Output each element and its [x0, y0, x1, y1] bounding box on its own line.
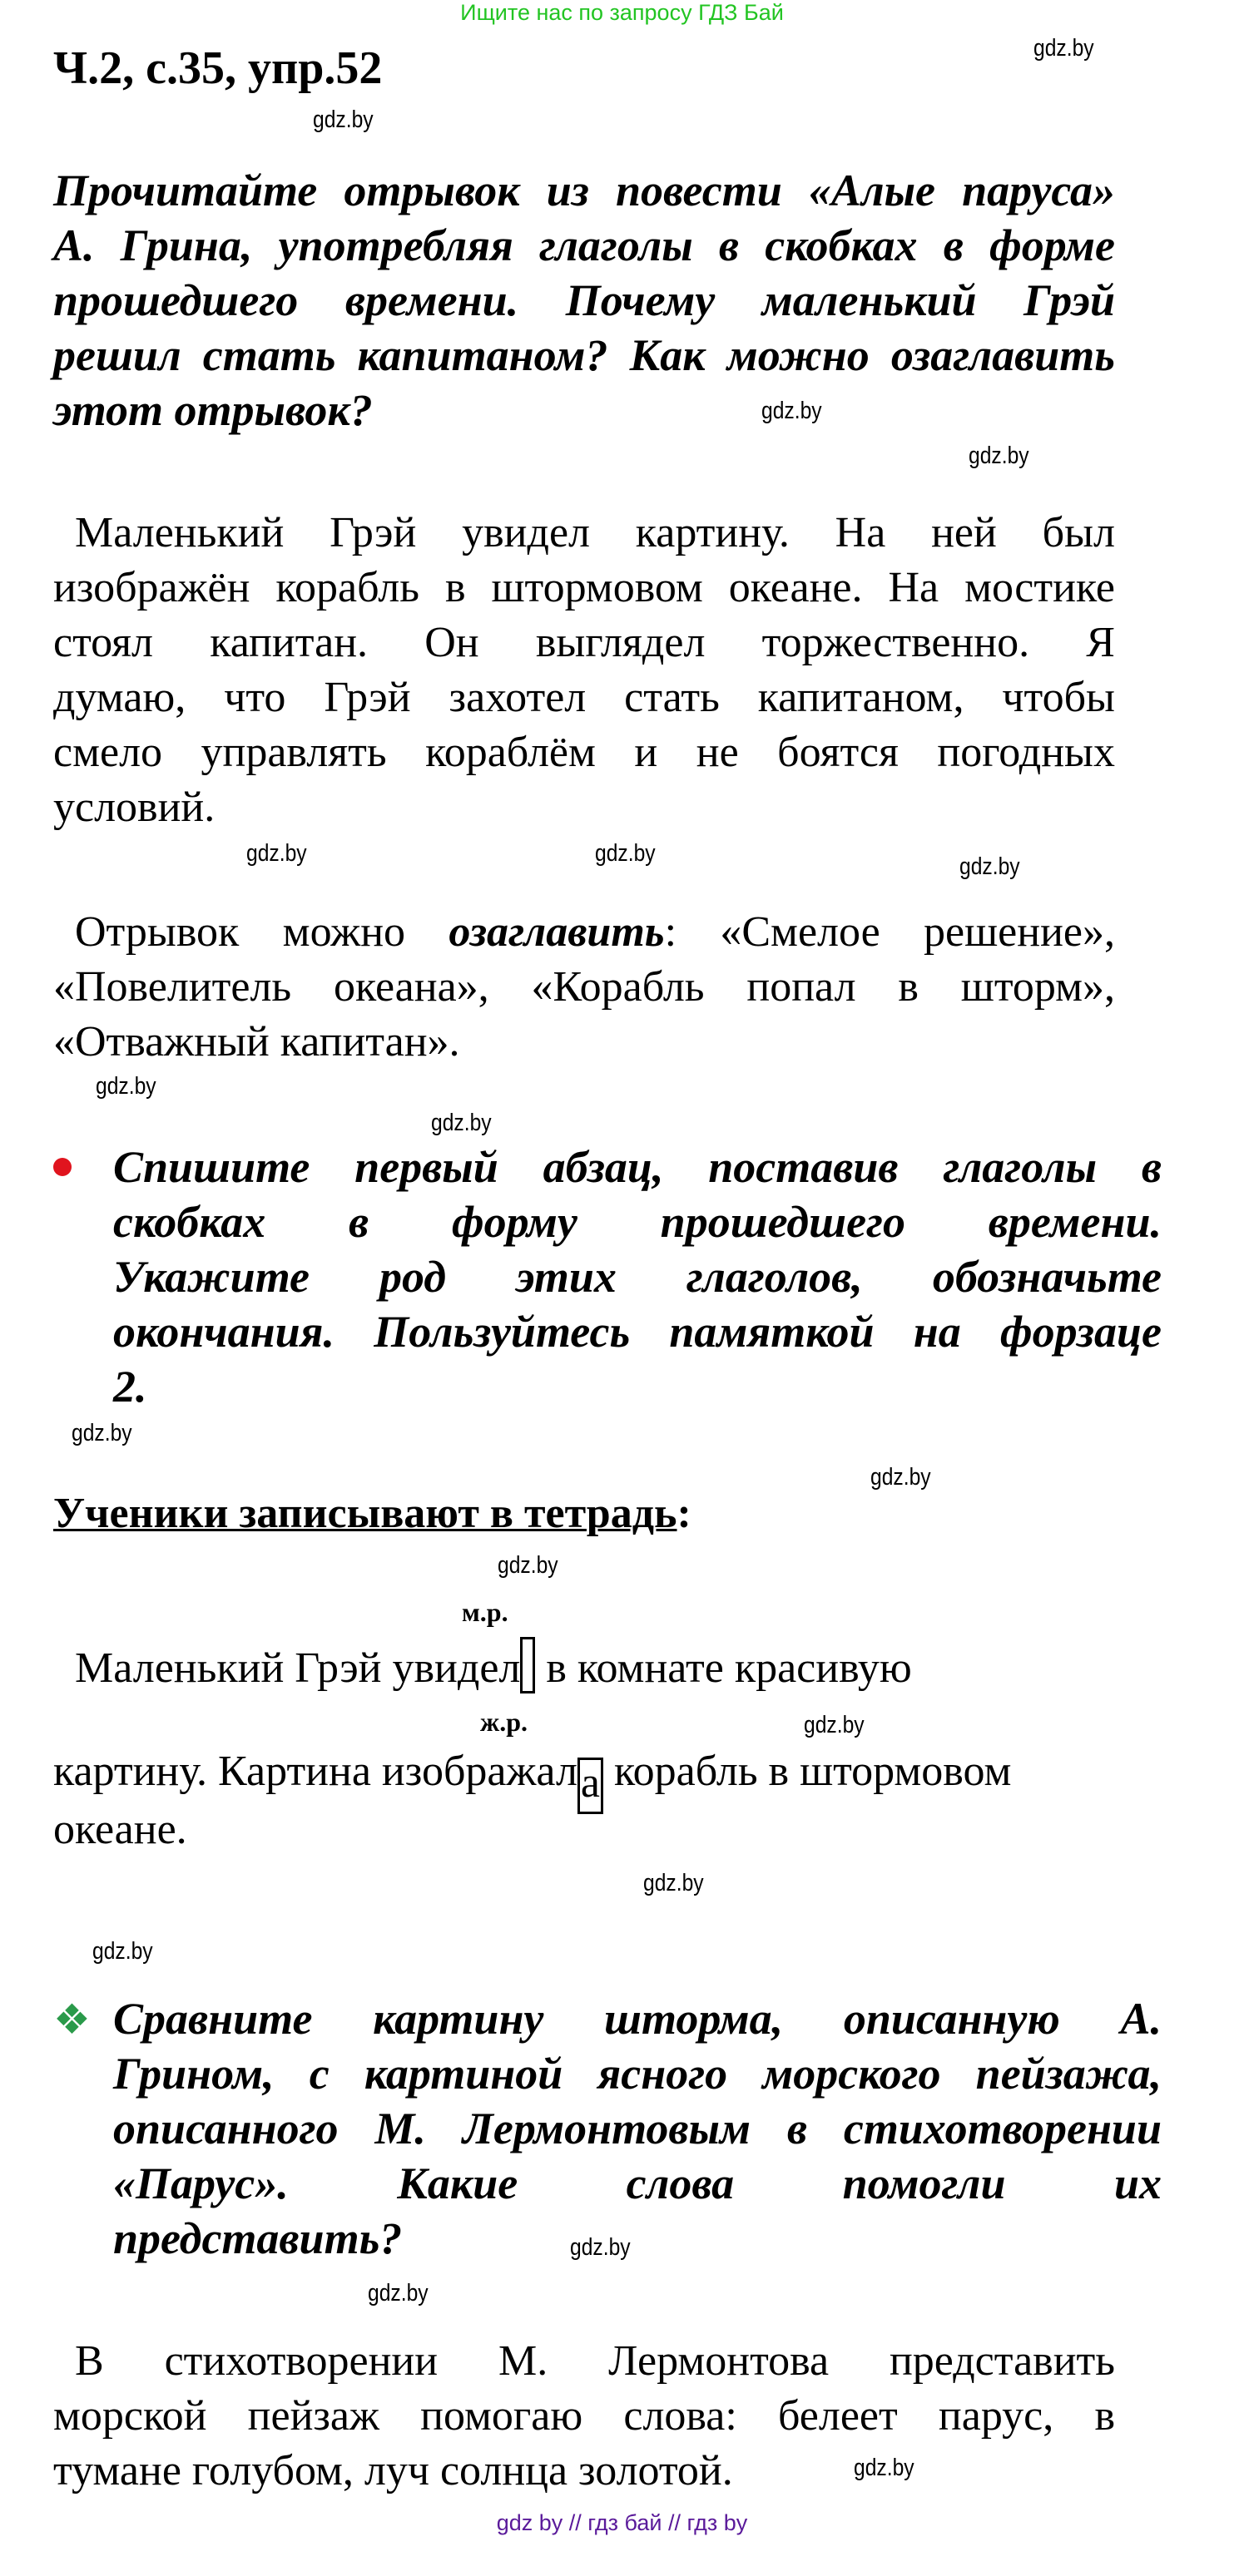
task-line: Спишите первый абзац, поставив глаголы в: [113, 1142, 1162, 1192]
text-line: смело управлять кораблём и не боятся погодных: [53, 729, 1115, 776]
page-title: Ч.2, с.35, упр.52: [53, 42, 383, 94]
text-line: «Отважный капитан».: [53, 1018, 460, 1066]
task-line: скобках в форму прошедшего времени.: [113, 1197, 1162, 1247]
task-line: Сравните картину шторма, описанную А.: [113, 1994, 1162, 2044]
text-line: условий.: [53, 784, 216, 831]
watermark: gdz.by: [595, 840, 656, 867]
watermark: gdz.by: [96, 1073, 156, 1100]
text-line: думаю, что Грэй захотел стать капитаном, чтобы: [53, 674, 1115, 721]
text: корабль в штормовом: [603, 1748, 1012, 1795]
task-line: А. Грина, употребляя глаголы в скобках в форме: [53, 220, 1115, 270]
text: Отрывок можно: [75, 908, 449, 956]
gender-label-feminine: ж.р.: [480, 1707, 528, 1737]
ending-box: а: [577, 1758, 603, 1814]
text-line: [53, 905, 1115, 960]
text-line: В стихотворении М. Лермонтова представить: [75, 2337, 1115, 2385]
answer-paragraph-1: [53, 506, 1115, 835]
task-line: «Парус». Какие слова помогли их: [113, 2158, 1162, 2208]
text: : «Смелое решение»,: [664, 908, 1115, 956]
watermark: gdz.by: [498, 1552, 558, 1579]
heading-text: Ученики записывают в тетрадь: [53, 1490, 677, 1537]
text-line: «Повелитель океана», «Корабль попал в шторм»,: [53, 963, 1115, 1011]
notebook-line-1: [75, 1637, 912, 1693]
task-2: [113, 1140, 1162, 1414]
task-line: прошедшего времени. Почему маленький Грэй: [53, 275, 1115, 325]
text-line: морской пейзаж помогаю слова: белеет парус, в: [53, 2392, 1115, 2440]
watermark: gdz.by: [959, 853, 1020, 880]
watermark: gdz.by: [761, 398, 822, 424]
task-line: 2.: [113, 1362, 147, 1412]
notebook-line-3: океане.: [53, 1806, 187, 1853]
diamond-icon: ❖: [53, 1996, 91, 2043]
task-line: Грином, с картиной ясного морского пейзажа,: [113, 2049, 1162, 2099]
watermark: gdz.by: [431, 1110, 492, 1136]
task-line: описанного М. Лермонтовым в стихотворении: [113, 2104, 1162, 2153]
notebook-heading: [53, 1489, 691, 1538]
task-line: окончания. Пользуйтесь памяткой на форзаце: [113, 1307, 1162, 1357]
watermark: gdz.by: [368, 2280, 429, 2307]
watermark: gdz.by: [643, 1870, 704, 1896]
text-line: изображён корабль в штормовом океане. На мостике: [53, 564, 1115, 611]
emphasis: озаглавить: [449, 908, 665, 956]
answer-paragraph-3: [53, 2334, 1115, 2499]
task-line: представить?: [113, 2213, 403, 2263]
watermark: gdz.by: [570, 2234, 631, 2261]
watermark: gdz.by: [1033, 35, 1094, 62]
watermark: gdz.by: [313, 106, 374, 133]
task-line: Прочитайте отрывок из повести «Алые паруса»: [53, 166, 1115, 215]
text: Маленький Грэй увидел: [75, 1644, 521, 1692]
watermark: gdz.by: [969, 443, 1029, 469]
watermark: gdz.by: [854, 2455, 914, 2481]
task-3: [113, 1991, 1162, 2266]
text-line: Маленький Грэй увидел картину. На ней был: [75, 509, 1115, 556]
watermark: gdz.by: [72, 1420, 132, 1446]
task-1: [53, 163, 1115, 438]
watermark: gdz.by: [870, 1464, 931, 1491]
task-line: этот отрывок?: [53, 385, 373, 435]
empty-ending-box: [520, 1637, 535, 1693]
notebook-line-2: [53, 1747, 1011, 1814]
answer-paragraph-2: [53, 905, 1115, 1070]
watermark: gdz.by: [92, 1938, 153, 1965]
search-banner[interactable]: Ищите нас по запросу ГДЗ Бай: [460, 0, 784, 25]
heading-colon: :: [677, 1490, 691, 1537]
gender-label-masculine: м.р.: [462, 1597, 508, 1627]
footer-links[interactable]: gdz by // гдз бай // гдз by: [496, 2510, 748, 2535]
task-line: Укажите род этих глаголов, обозначьте: [113, 1252, 1162, 1302]
text-line: тумане голубом, луч солнца золотой.: [53, 2447, 733, 2494]
text-line: стоял капитан. Он выглядел торжественно. Я: [53, 619, 1115, 666]
text: в комнате красивую: [535, 1644, 912, 1692]
watermark: gdz.by: [246, 840, 307, 867]
watermark: gdz.by: [804, 1712, 865, 1738]
text: картину. Картина изображал: [53, 1748, 577, 1795]
task-line: решил стать капитаном? Как можно озаглавить: [53, 330, 1115, 380]
bullet-icon: [53, 1158, 72, 1176]
